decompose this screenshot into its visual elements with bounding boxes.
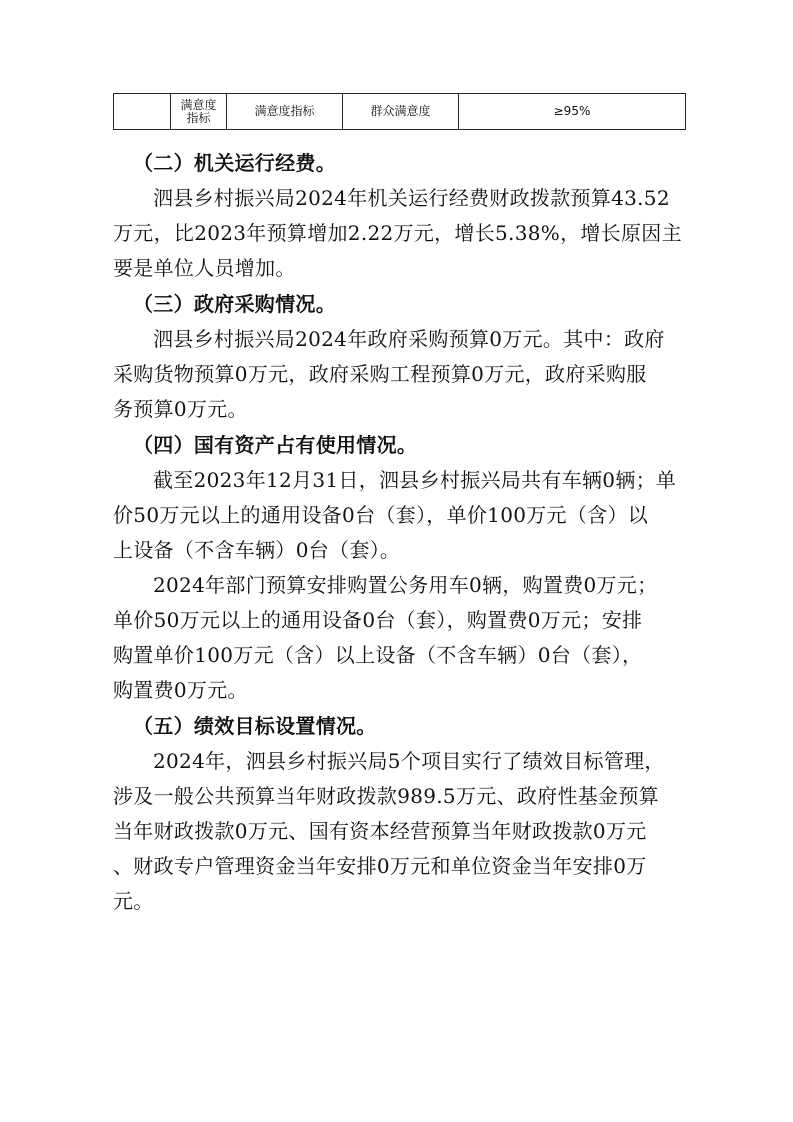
paragraph-line: 泗县乡村振兴局2024年政府采购预算0万元。其中：政府: [153, 327, 665, 351]
paragraph-vehicle-purchase: [113, 568, 683, 708]
section-heading-state-assets: （四）国有资产占有使用情况。: [133, 433, 418, 457]
table-cell-target-value: ≥95%: [459, 94, 686, 130]
paragraph-line: 上设备（不含车辆）0台（套）。: [113, 538, 401, 562]
paragraph-line: 购置单价100万元（含）以上设备（不含车辆）0台（套），: [113, 643, 643, 667]
paragraph-line: 购置费0万元。: [113, 678, 248, 702]
paragraph-line: 2024年，泗县乡村振兴局5个项目实行了绩效目标管理，: [153, 749, 665, 773]
paragraph-line: 泗县乡村振兴局2024年机关运行经费财政拨款预算43.52: [153, 186, 670, 210]
table-cell-category-text: 满意度 指标: [180, 97, 217, 125]
paragraph-line: 万元，比2023年预算增加2.22万元，增长5.38%，增长原因主: [113, 221, 682, 245]
paragraph-line: 务预算0万元。: [113, 397, 248, 421]
section-heading-operating-expenses: （二）机关运行经费。: [133, 151, 336, 175]
paragraph-line: 单价50万元以上的通用设备0台（套），购置费0万元；安排: [113, 608, 643, 632]
paragraph-line: 截至2023年12月31日，泗县乡村振兴局共有车辆0辆；单: [153, 468, 677, 492]
performance-indicator-table: [113, 93, 686, 130]
paragraph-procurement: [113, 322, 683, 427]
paragraph-line: 涉及一般公共预算当年财政拨款989.5万元、政府性基金预算: [113, 784, 659, 808]
paragraph-line: 采购货物预算0万元，政府采购工程预算0万元，政府采购服: [113, 362, 647, 386]
paragraph-line: 当年财政拨款0万元、国有资本经营预算当年财政拨款0万元: [113, 819, 647, 843]
table-cell-indicator-type: 满意度指标: [227, 94, 343, 130]
paragraph-line: 2024年部门预算安排购置公务用车0辆，购置费0万元；: [153, 573, 658, 597]
section-heading-procurement: （三）政府采购情况。: [133, 292, 336, 316]
document-body: [113, 145, 683, 919]
section-heading-performance-targets: （五）绩效目标设置情况。: [133, 714, 377, 738]
paragraph-performance-targets: [113, 744, 683, 919]
table-cell-empty: [114, 94, 171, 130]
table-cell-category: [171, 94, 227, 130]
paragraph-line: 、财政专户管理资金当年安排0万元和单位资金当年安排0万: [113, 854, 647, 878]
table-cell-indicator-name: 群众满意度: [343, 94, 459, 130]
paragraph-line: 元。: [113, 889, 154, 913]
paragraph-operating-expenses: [113, 181, 683, 286]
table-row: [114, 94, 686, 130]
paragraph-line: 要是单位人员增加。: [113, 256, 296, 280]
paragraph-state-assets: [113, 463, 683, 568]
paragraph-line: 价50万元以上的通用设备0台（套），单价100万元（含）以: [113, 503, 649, 527]
